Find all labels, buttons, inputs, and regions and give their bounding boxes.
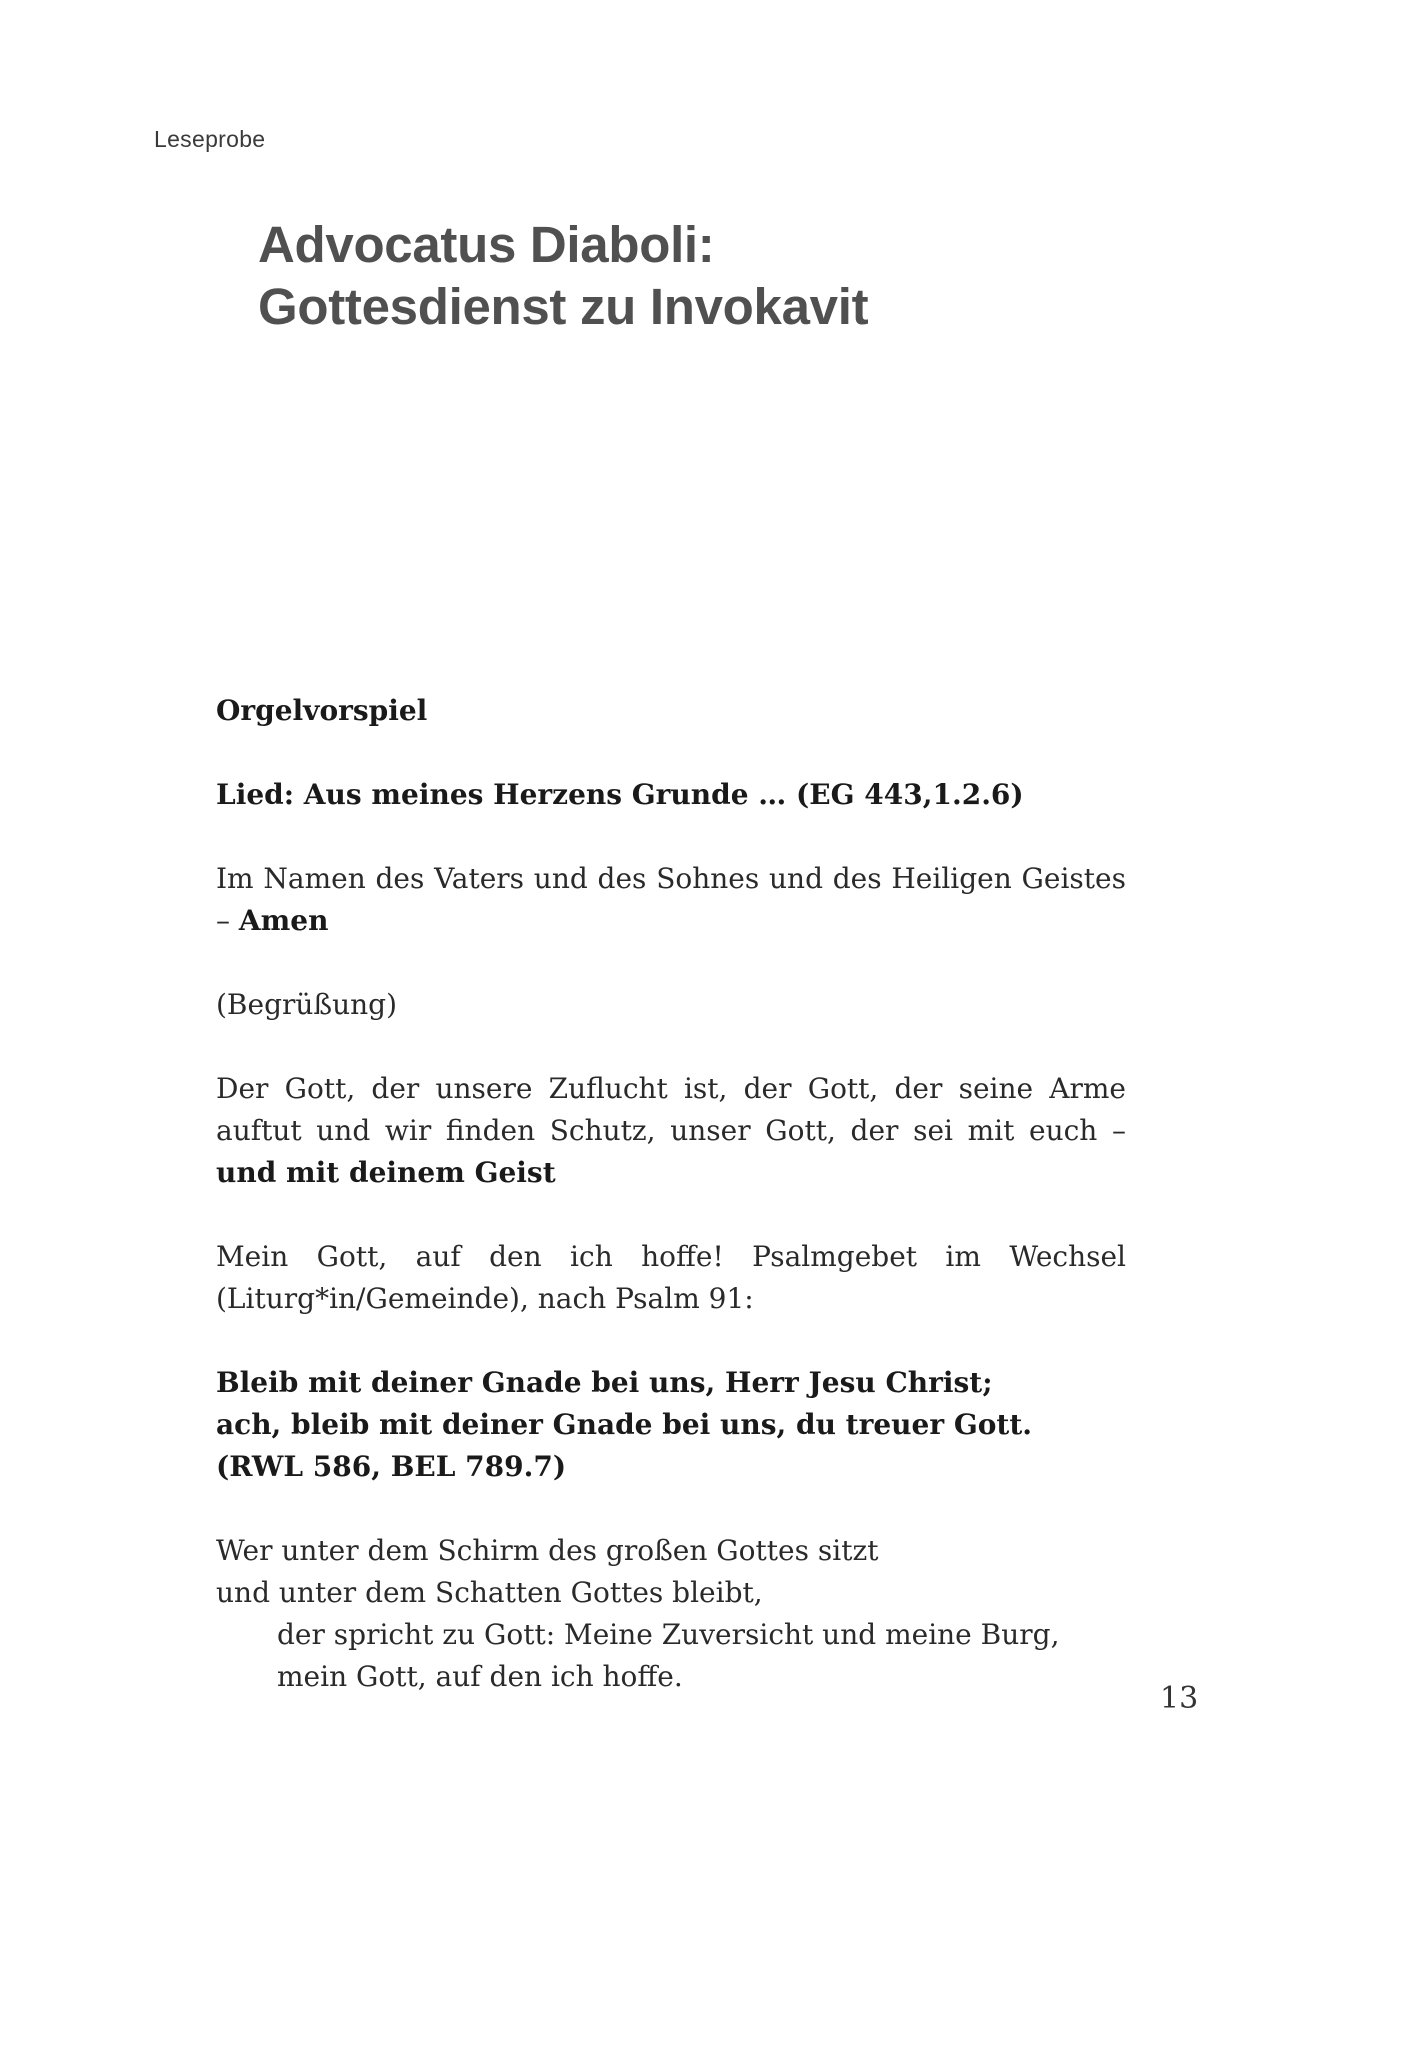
section-lied: Lied: Aus meines Herzens Grunde … (EG 443,1.2.6) <box>216 778 1024 811</box>
psalm-line: Wer unter dem Schirm des großen Gottes sitzt <box>216 1534 879 1567</box>
section-begruessung: (Begrüßung) <box>216 988 398 1021</box>
page-number: 13 <box>1160 1681 1199 1716</box>
section-gruss <box>216 1068 1126 1194</box>
running-header: Leseprobe <box>154 126 266 152</box>
gruss-text: Der Gott, der unsere Zuflucht ist, der Gott, der seine Arme auftut und wir finden Schutz, unser Gott, der sei mit euch – <box>216 1072 1126 1147</box>
votum-text: Im Namen des Vaters und des Sohnes und des Heiligen Geistes – <box>216 862 1126 937</box>
refrain-line: ach, bleib mit deiner Gnade bei uns, du treuer Gott. <box>216 1408 1033 1441</box>
gruss-response: und mit deinem Geist <box>216 1156 556 1189</box>
section-psalm-text <box>216 1530 1126 1698</box>
refrain-reference: (RWL 586, BEL 789.7) <box>216 1450 567 1483</box>
page-title <box>258 214 868 338</box>
section-votum <box>216 858 1126 942</box>
votum-response: Amen <box>238 904 329 937</box>
liturgy-content <box>216 690 1126 1740</box>
title-line-2: Gottesdienst zu Invokavit <box>258 278 869 335</box>
psalm-indented-line: mein Gott, auf den ich hoffe. <box>277 1660 683 1693</box>
section-refrain <box>216 1362 1126 1488</box>
section-orgelvorspiel: Orgelvorspiel <box>216 694 428 727</box>
psalm-indented-line: der spricht zu Gott: Meine Zuversicht und meine Burg, <box>277 1618 1060 1651</box>
title-line-1: Advocatus Diaboli: <box>258 216 715 273</box>
psalm-line: und unter dem Schatten Gottes bleibt, <box>216 1576 763 1609</box>
section-psalm-intro: Mein Gott, auf den ich hoffe! Psalmgebet im Wechsel (Liturg*in/Gemeinde), nach Psalm 91: <box>216 1240 1126 1315</box>
refrain-line: Bleib mit deiner Gnade bei uns, Herr Jesu Christ; <box>216 1366 993 1399</box>
